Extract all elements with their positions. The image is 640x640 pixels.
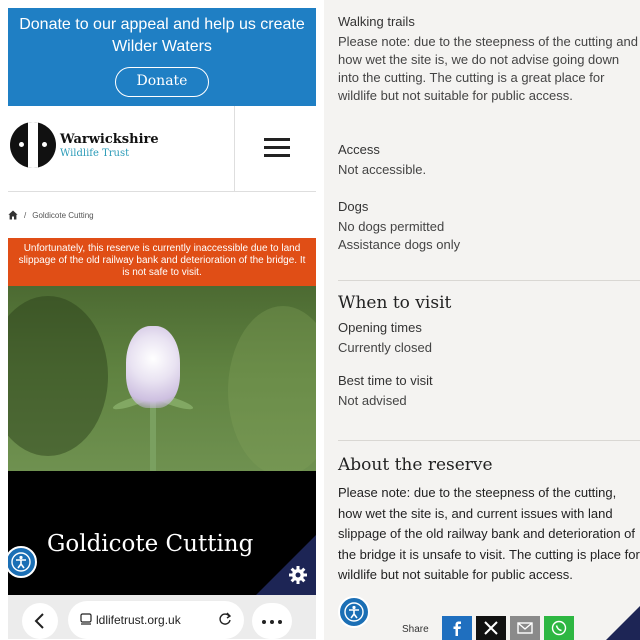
tab-icon [80,613,92,625]
appeal-text [8,8,316,58]
section-divider [338,280,640,281]
best-time-value: Not advised [338,393,407,408]
share-label: Share [402,624,429,635]
access-section [338,142,640,179]
page-title: Goldicote Cutting [47,531,254,557]
when-to-visit-heading: When to visit [338,293,452,313]
hero-banner [8,471,316,595]
site-header [8,106,316,192]
header-divider [234,106,235,192]
brand-subtitle: Wildlife Trust [60,148,130,159]
dogs-section [338,199,640,254]
walking-trails-text: Please note: due to the steepness of the cutting and how wet the site is, we do not advise going down into the cutting. The cutting is a great place for wildlife but not suitable for public access. [338,34,638,103]
right-screenshot [324,0,640,640]
home-icon[interactable] [8,210,18,220]
url-text: ldlifetrust.org.uk [96,613,181,627]
closure-alert: Unfortunately, this reserve is currently inaccessible due to land slippage of the old railway bank and deterioration of the bridge. It is not safe to visit. [8,238,316,286]
about-section [338,455,640,586]
appeal-line-2: Wilder Waters [112,38,212,55]
access-text: Not accessible. [338,162,427,177]
badger-logo-icon[interactable] [10,122,56,168]
dogs-label: Dogs [338,199,369,214]
breadcrumb [8,192,316,238]
walking-trails-section [338,14,640,105]
hamburger-menu-icon[interactable] [264,138,290,158]
about-text: Please note: due to the steepness of the cutting, how wet the site is, and current issues with land slippage of the old railway bank and deterioration of the bridge it is unsafe to visit. The cutting is place for wildlife but not suitable for public access. [338,485,640,582]
gear-icon[interactable] [288,565,308,585]
accessibility-icon[interactable] [338,596,370,628]
about-heading: About the reserve [338,455,493,475]
access-label: Access [338,142,380,157]
section-divider [338,440,640,441]
corner-decoration [606,606,640,640]
walking-trails-label: Walking trails [338,14,415,29]
appeal-line-1: Donate to our appeal and help us create [19,16,305,33]
more-options-button[interactable] [252,603,292,639]
x-icon[interactable] [476,616,506,640]
back-button[interactable] [22,603,58,639]
appeal-banner [8,8,316,106]
when-to-visit-section [338,293,640,410]
reload-icon[interactable] [218,612,232,626]
email-icon[interactable] [510,616,540,640]
orchid-photo [8,286,316,471]
chevron-left-icon [22,603,58,639]
facebook-icon[interactable] [442,616,472,640]
url-bar[interactable] [68,601,244,639]
breadcrumb-current[interactable]: Goldicote Cutting [32,210,94,220]
dogs-line-1: No dogs permitted [338,219,445,234]
whatsapp-icon[interactable] [544,616,574,640]
share-bar [324,612,640,640]
browser-toolbar [8,595,316,639]
opening-times-label: Opening times [338,320,422,335]
brand-name: Warwickshire [60,132,159,147]
dogs-line-2: Assistance dogs only [338,237,461,252]
donate-button[interactable]: Donate [115,67,209,97]
opening-times-value: Currently closed [338,340,432,355]
breadcrumb-separator: / [24,210,27,220]
best-time-label: Best time to visit [338,373,433,388]
left-screenshot [8,8,316,640]
